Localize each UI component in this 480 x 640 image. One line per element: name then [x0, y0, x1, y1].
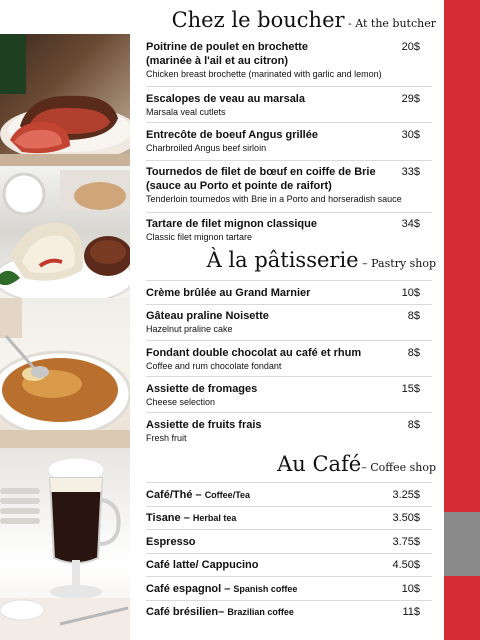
divider [146, 600, 432, 601]
item-name: Café brésilien– Brazilian coffee [146, 606, 294, 618]
item-price: 4.50$ [392, 559, 420, 571]
item-description: Marsala veal cutlets [146, 107, 226, 117]
item-price: 11$ [402, 606, 420, 618]
item-name: Espresso [146, 536, 196, 548]
divider [146, 553, 432, 554]
divider [146, 340, 432, 341]
item-price: 3.75$ [392, 536, 420, 548]
menu-item [146, 558, 432, 572]
item-description: Chicken breast brochette (marinated with garlic and lemon) [146, 69, 382, 79]
item-price: 29$ [401, 93, 420, 105]
pastry-title [207, 248, 436, 272]
menu-item [146, 488, 432, 502]
menu-item [146, 165, 432, 205]
creme-brulee-photo [0, 298, 130, 448]
divider [146, 576, 432, 577]
menu-item [146, 346, 432, 372]
menu-item [146, 382, 432, 408]
item-name: Crème brûlée au Grand Marnier [146, 287, 311, 299]
item-name: Escalopes de veau au marsala [146, 93, 305, 105]
photo-column [0, 0, 130, 640]
butcher-title-main: Chez le boucher [171, 8, 345, 32]
item-name: Tartare de filet mignon classique [146, 218, 317, 230]
accent-strip [444, 0, 480, 640]
divider [146, 376, 432, 377]
item-description: Hazelnut praline cake [146, 324, 233, 334]
cafe-title-sub: – Coffee shop [361, 461, 436, 474]
item-description: Coffee and rum chocolate fondant [146, 361, 282, 371]
menu-item [146, 605, 432, 619]
item-price: 34$ [401, 218, 420, 230]
item-name: Tournedos de filet de bœuf en coiffe de Brie (sauce au Porto et pointe de raifort) [146, 166, 376, 192]
cafe-title-main: Au Café [277, 452, 362, 476]
menu-item [146, 286, 432, 300]
item-description: Classic filet mignon tartare [146, 232, 253, 242]
lobster-steak-photo [0, 166, 130, 298]
item-name: Assiette de fromages [146, 383, 258, 395]
item-description: Fresh fruit [146, 433, 187, 443]
item-name: Tisane – Herbal tea [146, 512, 237, 524]
item-name: Café espagnol – Spanish coffee [146, 583, 298, 595]
divider [146, 212, 432, 213]
divider [146, 529, 432, 530]
butcher-title [172, 8, 436, 32]
menu-item [146, 535, 432, 549]
divider [146, 412, 432, 413]
item-price: 8$ [407, 310, 420, 322]
menu-item [146, 418, 432, 444]
butcher-title-sub: - At the butcher [344, 17, 436, 30]
divider [146, 482, 432, 483]
divider [146, 160, 432, 161]
item-name: Poitrine de poulet en brochette (marinée à l'ail et au citron) [146, 41, 308, 67]
menu-item [146, 309, 432, 335]
menu-item [146, 217, 432, 243]
item-name: Gâteau praline Noisette [146, 310, 269, 322]
item-price: 20$ [401, 41, 420, 53]
divider [146, 506, 432, 507]
menu-item [146, 582, 432, 596]
cafe-title [277, 452, 436, 476]
item-price: 3.50$ [392, 512, 420, 524]
menu-item [146, 511, 432, 525]
divider [146, 280, 432, 281]
item-description: Tenderloin tournedos with Brie in a Porto and horseradish sauce [146, 194, 402, 204]
item-description: Cheese selection [146, 397, 216, 407]
divider [146, 122, 432, 123]
menu-item [146, 92, 432, 118]
item-price: 8$ [407, 347, 420, 359]
item-price: 10$ [401, 287, 420, 299]
item-description: Charbroiled Angus beef sirloin [146, 143, 267, 153]
item-name: Assiette de fruits frais [146, 419, 262, 431]
item-price: 3.25$ [392, 489, 420, 501]
item-name: Entrecôte de boeuf Angus grillée [146, 129, 318, 141]
pastry-title-main: À la pâtisserie [206, 248, 359, 272]
divider [146, 86, 432, 87]
steak-photo [0, 34, 130, 166]
item-price: 33$ [401, 166, 420, 178]
divider [146, 304, 432, 305]
item-price: 10$ [401, 583, 420, 595]
pastry-title-sub: – Pastry shop [358, 257, 436, 270]
item-name: Café latte/ Cappucino [146, 559, 259, 571]
irish-coffee-photo [0, 448, 130, 640]
item-name: Café/Thé – Coffee/Tea [146, 489, 251, 501]
item-price: 30$ [401, 129, 420, 141]
menu-content [140, 0, 436, 640]
item-price: 15$ [401, 383, 420, 395]
item-name: Fondant double chocolat au café et rhum [146, 347, 362, 359]
accent-grey-block [444, 512, 480, 576]
menu-item [146, 40, 432, 80]
menu-item [146, 128, 432, 154]
item-price: 8$ [407, 419, 420, 431]
